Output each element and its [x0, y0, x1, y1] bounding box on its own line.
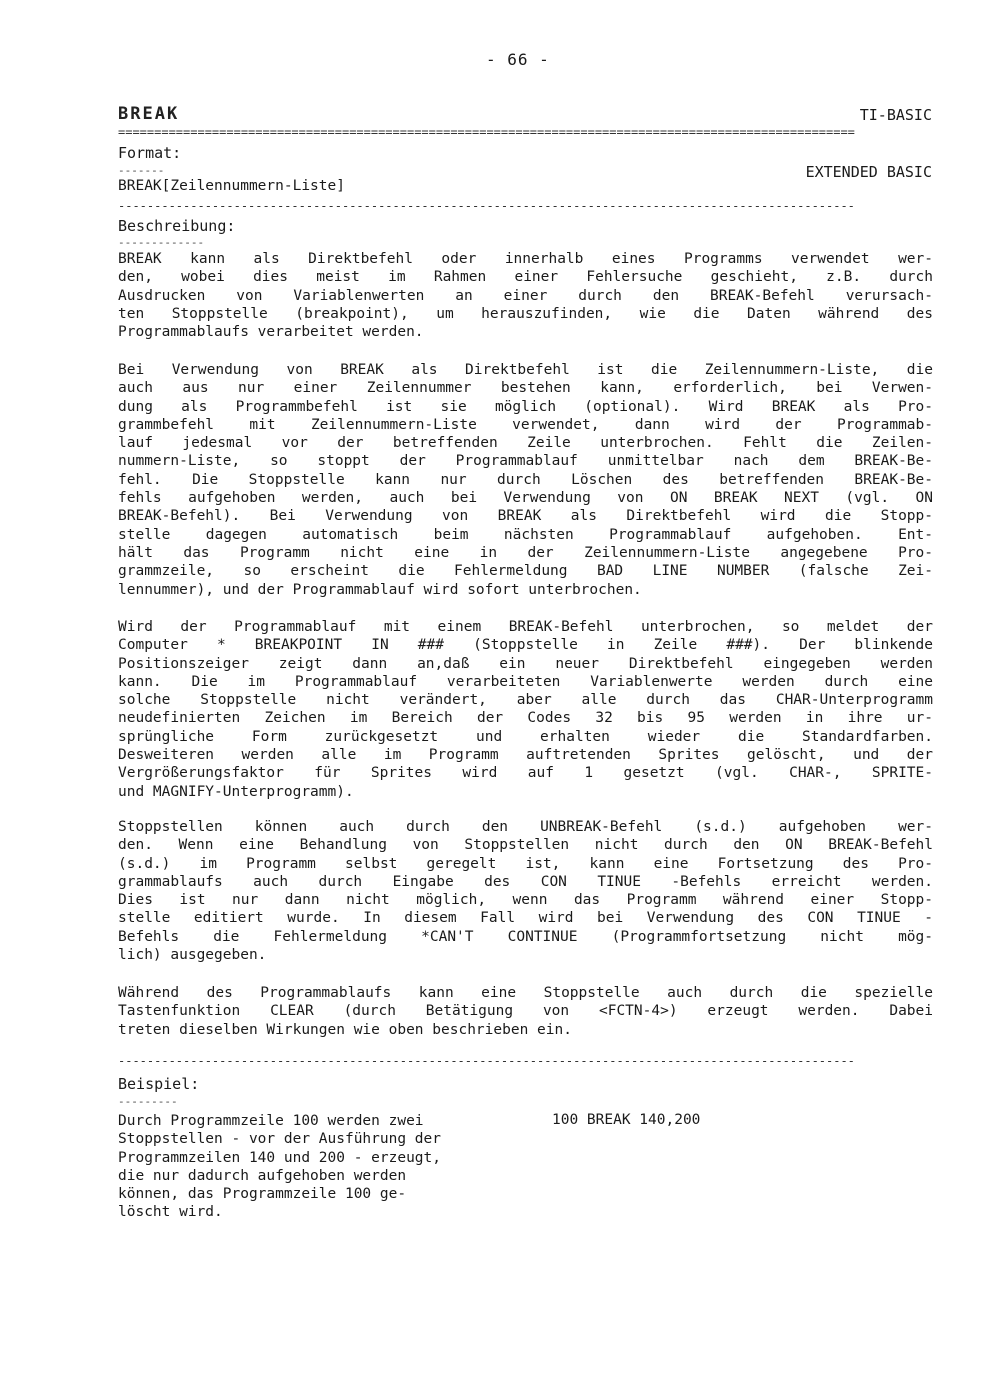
example-description [118, 1112, 538, 1222]
text-line: Stoppstellen - vor der Ausführung der [118, 1131, 442, 1148]
page-header [806, 68, 932, 220]
single-rule: ------------------------------------------------------------------------------------------------------ [118, 200, 855, 212]
section-title: BREAK [118, 104, 180, 124]
text-line: (s.d.) im Programm selbst geregelt ist, kann eine Fortsetzung des Pro- [118, 855, 933, 872]
format-label: Format: [118, 144, 182, 162]
description-label: Beschreibung: [118, 217, 236, 235]
example-underline: --------- [118, 1095, 178, 1108]
paragraph-3 [118, 618, 933, 801]
text-line: stelle dagegen automatisch beim nächsten Programmablauf aufgehoben. Ent- [118, 526, 933, 543]
text-line: Wird der Programmablauf mit einem BREAK-Befehl unterbrochen, so meldet der [118, 619, 933, 635]
text-line: Ausdrucken von Variablenwerten an einer durch den BREAK-Befehl verursach- [118, 287, 933, 304]
text-line: Bei Verwendung von BREAK als Direktbefehl ist die Zeilennummern-Liste, die [118, 362, 933, 378]
text-line: BREAK kann als Direktbefehl oder innerhalb eines Programms verwendet wer- [118, 251, 933, 267]
single-rule: ------------------------------------------------------------------------------------------------------ [118, 1055, 855, 1067]
paragraph-4 [118, 818, 933, 964]
text-line: treten dieselben Wirkungen wie oben beschrieben ein. [118, 1021, 572, 1038]
paragraph-2 [118, 361, 933, 599]
text-line: können, das Programmzeile 100 ge- [118, 1186, 407, 1203]
text-line: neudefinierten Zeichen im Bereich der Codes 32 bis 95 werden in ihre ur- [118, 710, 933, 727]
text-line: grammablaufs auch durch Eingabe des CON TINUE -Befehls erreicht werden. [118, 873, 933, 890]
description-underline: ------------- [118, 236, 205, 249]
double-rule: ====================================================================================================== [118, 126, 855, 138]
text-line: nummern-Liste, so stoppt der Programmablauf unmittelbar nach dem BREAK-Be- [118, 453, 933, 470]
text-line: solche Stoppstelle nicht verändert, aber alle durch das CHAR-Unterprogramm [118, 692, 933, 709]
text-line: Während des Programmablaufs kann eine Stoppstelle auch durch die spezielle [118, 985, 933, 1001]
text-line: fehl. Die Stoppstelle kann nur durch Löschen des betreffenden BREAK-Be- [118, 471, 933, 488]
example-code: 100 BREAK 140,200 [552, 1112, 701, 1128]
text-line: lich) ausgegeben. [118, 947, 267, 964]
page-number: - 66 - [486, 50, 550, 69]
text-line: den, wobei dies meist im Rahmen einer Fehlersuche geschieht, z.B. durch [118, 269, 933, 286]
text-line: löscht wird. [118, 1204, 223, 1221]
example-label: Beispiel: [118, 1075, 200, 1093]
format-underline: ------- [118, 164, 165, 177]
text-line: Computer * BREAKPOINT IN ### (Stoppstelle in Zeile ###). Der blinkende [118, 637, 933, 654]
text-line: die nur dadurch aufgehoben werden [118, 1167, 407, 1184]
header-line-2: EXTENDED BASIC [805, 163, 932, 181]
paragraph-5 [118, 984, 933, 1039]
header-line-1: TI-BASIC [859, 106, 932, 124]
text-line: Programmablaufs verarbeitet werden. [118, 324, 424, 341]
text-line: Befehls die Fehlermeldung *CAN'T CONTINUE (Programmfortsetzung nicht mög- [118, 928, 933, 945]
text-line: Vergrößerungsfaktor für Sprites wird auf 1 gesetzt (vgl. CHAR-, SPRITE- [118, 765, 933, 782]
text-line: hält das Programm nicht eine in der Zeilennummern-Liste angegebene Pro- [118, 544, 933, 561]
paragraph-1 [118, 250, 933, 341]
text-line: auch aus nur einer Zeilennummer bestehen kann, erforderlich, bei Verwen- [118, 380, 933, 397]
text-line: BREAK-Befehl). Bei Verwendung von BREAK als Direktbefehl wird die Stopp- [118, 508, 933, 525]
text-line: Programmzeilen 140 und 200 - erzeugt, [118, 1149, 442, 1166]
text-line: den. Wenn eine Behandlung von Stoppstellen nicht durch den ON BREAK-Befehl [118, 837, 933, 854]
text-line: dung als Programmbefehl ist sie möglich (optional). Wird BREAK als Pro- [118, 398, 933, 415]
text-line: grammzeile, so erscheint die Fehlermeldung BAD LINE NUMBER (falsche Zei- [118, 563, 933, 580]
text-line: Durch Programmzeile 100 werden zwei [118, 1113, 424, 1129]
text-line: ten Stoppstelle (breakpoint), um herauszufinden, wie die Daten während des [118, 305, 933, 322]
text-line: Tastenfunktion CLEAR (durch Betätigung von <FCTN-4>) erzeugt werden. Dabei [118, 1003, 933, 1020]
text-line: und MAGNIFY-Unterprogramm). [118, 783, 354, 800]
text-line: kann. Die im Programmablauf verarbeiteten Variablenwerte werden durch eine [118, 673, 933, 690]
text-line: Stoppstellen können auch durch den UNBREAK-Befehl (s.d.) aufgehoben wer- [118, 819, 933, 835]
format-syntax: BREAK[Zeilennummern-Liste] [118, 178, 345, 194]
text-line: sprüngliche Form zurückgesetzt und erhalten wieder die Standardfarben. [118, 728, 933, 745]
text-line: stelle editiert wurde. In diesem Fall wird bei Verwendung des CON TINUE - [118, 910, 933, 927]
text-line: fehls aufgehoben werden, auch bei Verwendung von ON BREAK NEXT (vgl. ON [118, 490, 933, 507]
text-line: Positionszeiger zeigt dann an,daß ein neuer Direktbefehl eingegeben werden [118, 655, 933, 672]
text-line: lauf jedesmal vor der betreffenden Zeile unterbrochen. Fehlt die Zeilen- [118, 435, 933, 452]
text-line: grammbefehl mit Zeilennummern-Liste verwendet, dann wird der Programmab- [118, 416, 933, 433]
text-line: Dies ist nur dann nicht möglich, wenn das Programm während einer Stopp- [118, 892, 933, 909]
text-line: lennummer), und der Programmablauf wird sofort unterbrochen. [118, 581, 642, 598]
text-line: Desweiteren werden alle im Programm auftretenden Sprites gelöscht, und der [118, 747, 933, 764]
